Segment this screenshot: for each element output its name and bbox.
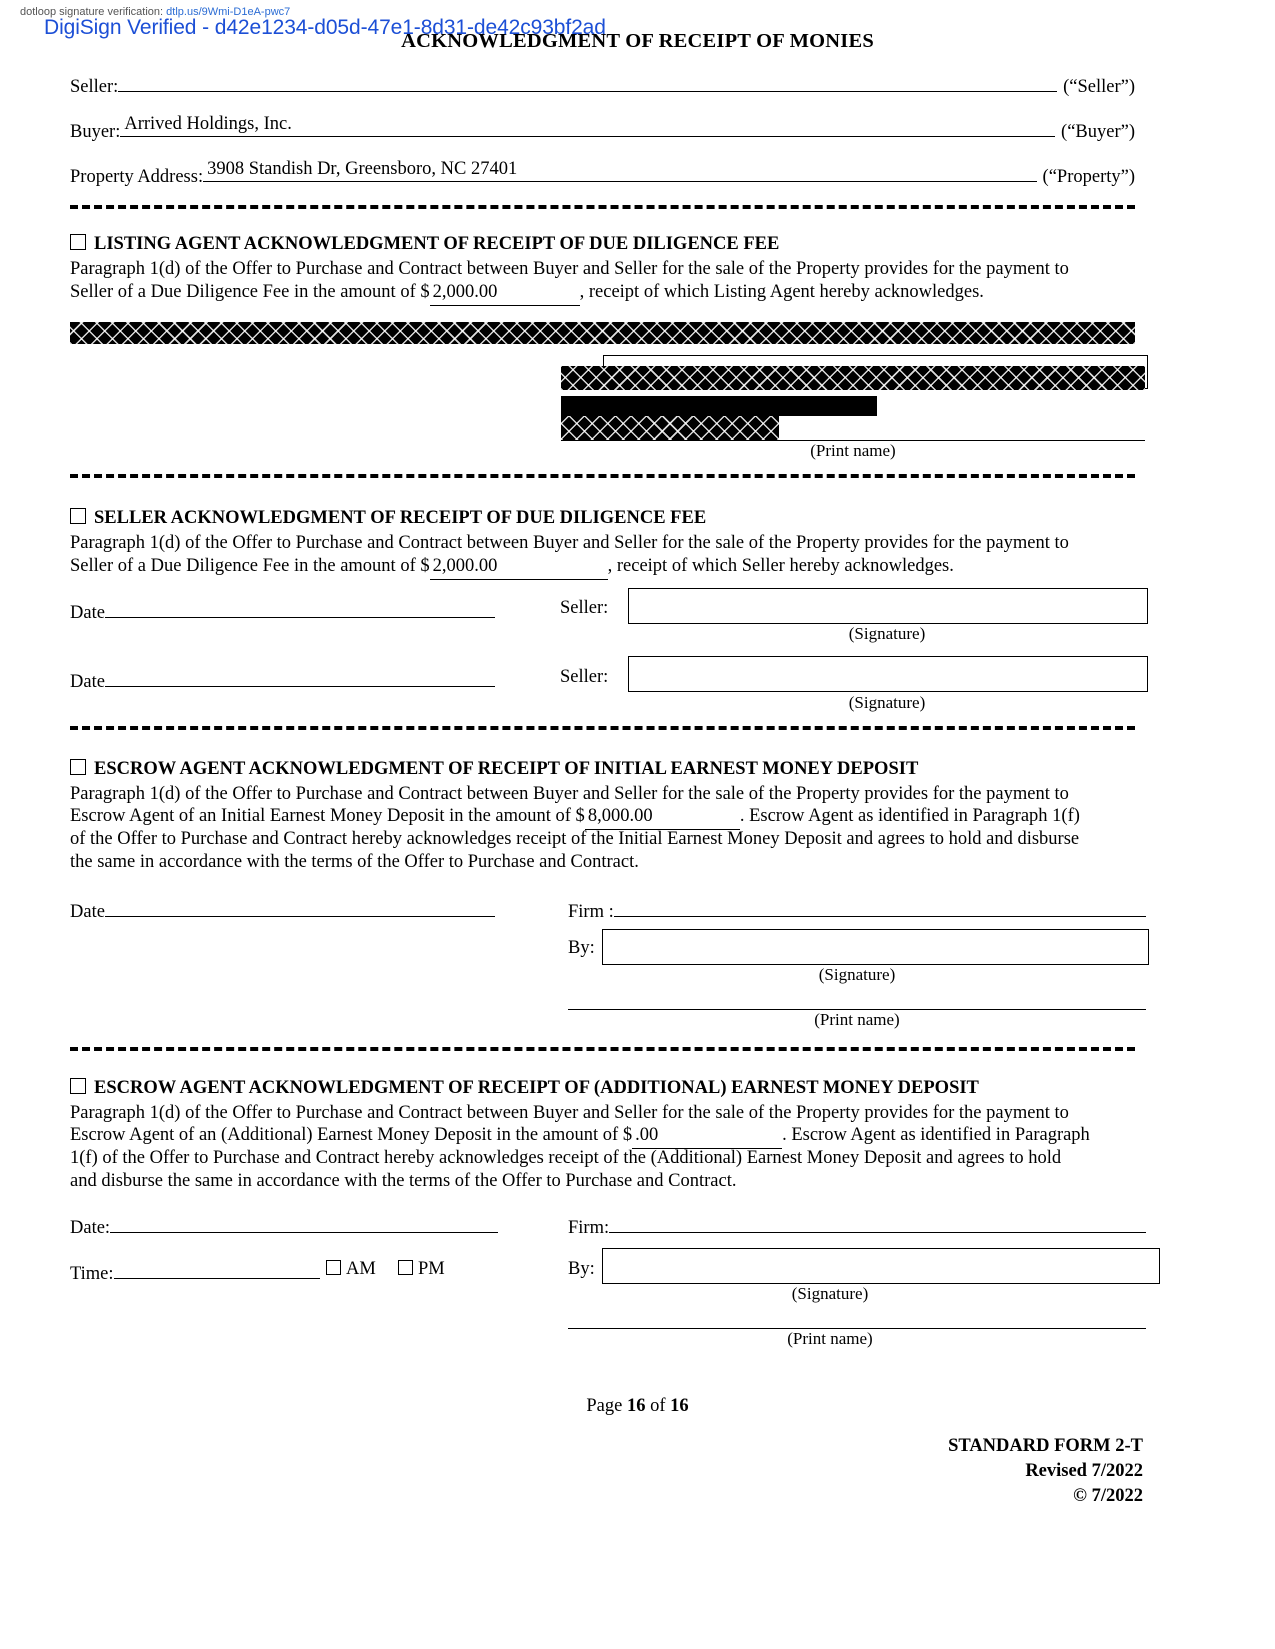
form-footer [948, 1434, 1143, 1509]
seller-ack-amount-field[interactable] [430, 555, 608, 580]
escrow-additional-by-label: By: [568, 1259, 595, 1279]
escrow-additional-amount-field[interactable] [632, 1124, 782, 1149]
digisign-verified-banner: DigiSign Verified - d42e1234-d05d-47e1-8d31-de42c93bf2ad [44, 16, 606, 39]
form-revised: Revised 7/2022 [1025, 1461, 1143, 1481]
listing-agent-checkbox[interactable] [70, 234, 86, 250]
redacted-block-3 [561, 396, 789, 416]
listing-agent-heading-text: LISTING AGENT ACKNOWLEDGMENT OF RECEIPT OF DUE DILIGENCE FEE [94, 234, 780, 254]
seller-date-row-1 [70, 598, 495, 624]
escrow-initial-paragraph-line3: of the Offer to Purchase and Contract hereby acknowledges receipt of the Initial Earnest Money Deposit and agrees to hold and disburse [70, 829, 1080, 849]
page-number [0, 1396, 1275, 1417]
escrow-initial-amount-field[interactable] [585, 805, 740, 830]
escrow-additional-amount-pre: Escrow Agent of an (Additional) Earnest Money Deposit in the amount of $ [70, 1125, 633, 1145]
listing-agent-amount-post: , receipt of which Listing Agent hereby acknowledges. [579, 282, 984, 302]
escrow-additional-firm-label: Firm: [568, 1218, 610, 1238]
escrow-initial-firm-line[interactable] [614, 897, 1146, 917]
seller-ack-paragraph-line1: Paragraph 1(d) of the Offer to Purchase and Contract between Buyer and Seller for the sale of the Property provides for the payment to [70, 533, 1069, 553]
seller-ack-amount-value: 2,000.00 [432, 556, 498, 576]
section-divider-1 [70, 205, 1135, 209]
escrow-initial-amount-post: . Escrow Agent as identified in Paragraph 1(f) [739, 806, 1080, 826]
escrow-initial-print-name-caption: (Print name) [814, 1010, 900, 1029]
buyer-value: Arrived Holdings, Inc. [124, 114, 292, 134]
escrow-initial-paragraph-line1: Paragraph 1(d) of the Offer to Purchase and Contract between Buyer and Seller for the sale of the Property provides for the payment to [70, 784, 1069, 804]
escrow-initial-signature-caption: (Signature) [818, 965, 896, 984]
pm-checkbox[interactable] [398, 1260, 413, 1275]
escrow-additional-time-label: Time: [70, 1264, 114, 1284]
escrow-additional-paragraph-line4: and disburse the same in accordance with the terms of the Offer to Purchase and Contract. [70, 1171, 737, 1191]
escrow-additional-time-line[interactable] [114, 1259, 320, 1279]
escrow-additional-heading-text: ESCROW AGENT ACKNOWLEDGMENT OF RECEIPT OF (ADDITIONAL) EARNEST MONEY DEPOSIT [94, 1078, 979, 1098]
seller-ack-heading-text: SELLER ACKNOWLEDGMENT OF RECEIPT OF DUE DILIGENCE FEE [94, 508, 707, 528]
seller-date-row-2 [70, 667, 495, 693]
page-number-pre: Page [586, 1396, 627, 1416]
escrow-initial-heading-text: ESCROW AGENT ACKNOWLEDGMENT OF RECEIPT OF INITIAL EARNEST MONEY DEPOSIT [94, 759, 919, 779]
seller-date-label-1: Date [70, 603, 105, 623]
seller-signature-caption-1: (Signature) [848, 624, 926, 643]
escrow-initial-checkbox[interactable] [70, 759, 86, 775]
page-number-current: 16 [626, 1396, 646, 1416]
escrow-additional-heading [70, 1078, 979, 1099]
am-checkbox[interactable] [326, 1260, 341, 1275]
seller-date-line-1[interactable] [105, 598, 495, 618]
escrow-additional-firm-line[interactable] [609, 1213, 1146, 1233]
escrow-additional-amount-value: .00 [635, 1125, 659, 1145]
buyer-tail-text: (“Buyer”) [1061, 122, 1135, 142]
escrow-additional-paragraph-line1: Paragraph 1(d) of the Offer to Purchase and Contract between Buyer and Seller for the sale of the Property provides for the payment to [70, 1103, 1069, 1123]
seller-signature-caption-2: (Signature) [848, 693, 926, 712]
page-title: ACKNOWLEDGMENT OF RECEIPT OF MONIES [401, 30, 874, 52]
seller-ack-checkbox[interactable] [70, 508, 86, 524]
listing-agent-heading [70, 234, 779, 255]
redacted-block-2 [561, 366, 1145, 390]
seller-date-label-2: Date [70, 672, 105, 692]
seller-tail-text: (“Seller”) [1063, 77, 1135, 97]
escrow-additional-firm-row [568, 1213, 1146, 1239]
seller-row [70, 72, 1135, 98]
listing-agent-print-name-caption: (Print name) [810, 441, 896, 460]
escrow-additional-pm-option[interactable] [398, 1259, 478, 1280]
escrow-initial-firm-row [568, 897, 1146, 923]
escrow-initial-paragraph-line2 [70, 805, 1148, 830]
escrow-initial-amount-value: 8,000.00 [587, 806, 653, 826]
escrow-initial-heading [70, 759, 918, 780]
redacted-block-4 [789, 396, 877, 416]
buyer-row [70, 114, 1135, 143]
property-address-input-line[interactable] [203, 159, 1036, 182]
listing-agent-amount-pre: Seller of a Due Diligence Fee in the amount of $ [70, 282, 430, 302]
page-number-mid: of [645, 1396, 671, 1416]
buyer-input-line[interactable] [120, 114, 1055, 137]
listing-agent-paragraph-line1: Paragraph 1(d) of the Offer to Purchase and Contract between Buyer and Seller for the sale of the Property provides for the payment to [70, 259, 1069, 279]
listing-agent-amount-value: 2,000.00 [432, 282, 498, 302]
seller-ack-paragraph-line2 [70, 555, 1145, 580]
escrow-additional-date-line[interactable] [110, 1213, 498, 1233]
property-tail-text: (“Property”) [1042, 167, 1135, 187]
escrow-initial-paragraph-line4: the same in accordance with the terms of the Offer to Purchase and Contract. [70, 852, 639, 872]
escrow-initial-firm-label: Firm : [568, 902, 614, 922]
seller-input-line[interactable] [118, 72, 1057, 92]
pm-label: PM [418, 1259, 445, 1279]
redacted-block-1 [70, 322, 1135, 344]
form-name: STANDARD FORM 2-T [948, 1436, 1143, 1456]
page-number-total: 16 [670, 1396, 689, 1416]
listing-agent-amount-field[interactable] [430, 281, 580, 306]
escrow-initial-amount-pre: Escrow Agent of an Initial Earnest Money Deposit in the amount of $ [70, 806, 585, 826]
redacted-block-5 [561, 416, 779, 440]
dotloop-verification-link[interactable]: dtlp.us/9Wmi-D1eA-pwc7 [166, 6, 291, 18]
seller-ack-amount-post: , receipt of which Seller hereby acknowledges. [607, 556, 954, 576]
escrow-initial-date-line[interactable] [105, 897, 495, 917]
escrow-initial-date-row [70, 897, 495, 923]
seller-ack-amount-pre: Seller of a Due Diligence Fee in the amount of $ [70, 556, 430, 576]
escrow-additional-signature-caption: (Signature) [791, 1284, 869, 1303]
seller-date-line-2[interactable] [105, 667, 495, 687]
escrow-additional-time-row [70, 1259, 320, 1285]
escrow-additional-amount-post: . Escrow Agent as identified in Paragraph [782, 1125, 1090, 1145]
escrow-initial-date-label: Date [70, 902, 105, 922]
seller-signature-box-1[interactable] [628, 588, 1148, 624]
property-address-label: Property Address: [70, 167, 204, 187]
seller-signature-box-2[interactable] [628, 656, 1148, 692]
seller-label: Seller: [70, 77, 119, 97]
section-divider-2 [70, 474, 1135, 478]
seller-signature-label-2: Seller: [560, 667, 609, 687]
escrow-additional-paragraph-line2 [70, 1124, 1148, 1149]
section-divider-4 [70, 1047, 1135, 1051]
buyer-label: Buyer: [70, 122, 121, 142]
property-address-row [70, 159, 1135, 188]
escrow-additional-print-name-caption: (Print name) [787, 1329, 873, 1348]
seller-ack-heading [70, 508, 706, 529]
escrow-initial-by-label: By: [568, 938, 595, 958]
escrow-additional-checkbox[interactable] [70, 1078, 86, 1094]
escrow-additional-signature-box[interactable] [602, 1248, 1160, 1284]
property-address-value: 3908 Standish Dr, Greensboro, NC 27401 [207, 159, 518, 179]
am-label: AM [346, 1259, 376, 1279]
listing-agent-paragraph-line2 [70, 281, 1145, 306]
form-copyright: © 7/2022 [1073, 1486, 1143, 1506]
escrow-additional-am-option[interactable] [326, 1259, 406, 1280]
escrow-additional-date-row [70, 1213, 498, 1239]
escrow-additional-paragraph-line3: 1(f) of the Offer to Purchase and Contract hereby acknowledges receipt of the (Additional) Earnest Money Deposit and agrees to hold [70, 1148, 1062, 1168]
dotloop-verification-label: dotloop signature verification: [20, 6, 164, 18]
seller-signature-label-1: Seller: [560, 598, 609, 618]
escrow-additional-date-label: Date: [70, 1218, 111, 1238]
section-divider-3 [70, 726, 1135, 730]
escrow-initial-signature-box[interactable] [602, 929, 1149, 965]
